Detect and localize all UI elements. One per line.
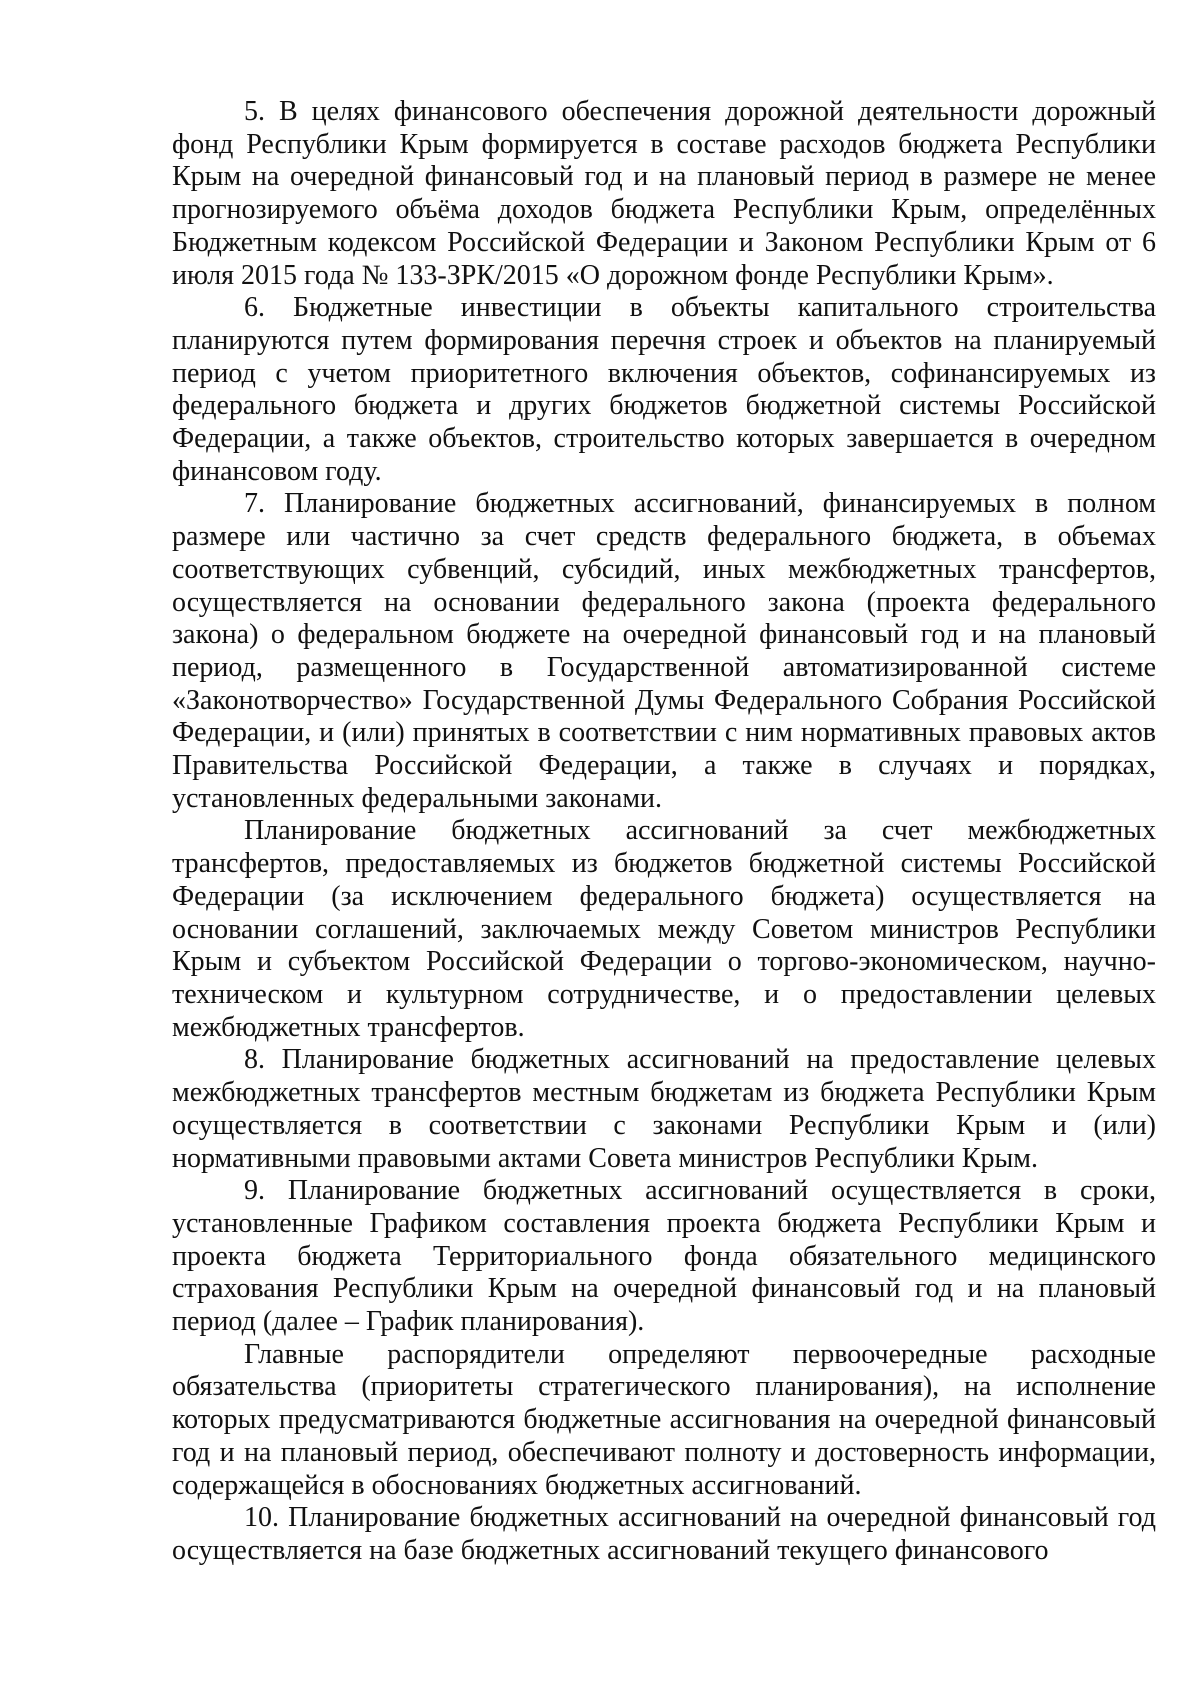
paragraph-10: 10. Планирование бюджетных ассигнований на очередной финансовый год осуществляется на базе бюджетных ассигнований текущего финансового [172,1502,1156,1566]
paragraph-7-continued: Планирование бюджетных ассигнований за счет межбюджетных трансфертов, предоставляемых из бюджетов бюджетной системы Российской Федерации (за исключением федерального бюджета) осуществляется на основании соглашений, заключаемых между Советом министров Республики Крым и субъектом Российской Федерации о торгово-экономическом, научно-техническом и культурном сотрудничестве, и о предоставлении целевых межбюджетных трансфертов. [172,815,1156,1043]
document-page [172,96,1156,1568]
paragraph-6: 6. Бюджетные инвестиции в объекты капитального строительства планируются путем формирования перечня строек и объектов на планируемый период с учетом приоритетного включения объектов, софинансируемых из федерального бюджета и других бюджетов бюджетной системы Российской Федерации, а также объектов, строительство которых завершается в очередном финансовом году. [172,292,1156,487]
paragraph-8: 8. Планирование бюджетных ассигнований на предоставление целевых межбюджетных трансфертов местным бюджетам из бюджета Республики Крым осуществляется в соответствии с законами Республики Крым и (или) нормативными правовыми актами Совета министров Республики Крым. [172,1044,1156,1174]
paragraph-9-continued: Главные распорядители определяют первоочередные расходные обязательства (приоритеты стратегического планирования), на исполнение которых предусматриваются бюджетные ассигнования на очередной финансовый год и на плановый период, обеспечивают полноту и достоверность информации, содержащейся в обоснованиях бюджетных ассигнований. [172,1338,1156,1501]
paragraph-5: 5. В целях финансового обеспечения дорожной деятельности дорожный фонд Республики Крым формируется в составе расходов бюджета Республики Крым на очередной финансовый год и на плановый период в размере не менее прогнозируемого объёма доходов бюджета Республики Крым, определённых Бюджетным кодексом Российской Федерации и Законом Республики Крым от 6 июля 2015 года № 133-ЗРК/2015 «О дорожном фонде Республики Крым». [172,96,1156,291]
paragraph-7: 7. Планирование бюджетных ассигнований, финансируемых в полном размере или частично за счет средств федерального бюджета, в объемах соответствующих субвенций, субсидий, иных межбюджетных трансфертов, осуществляется на основании федерального закона (проекта федерального закона) о федеральном бюджете на очередной финансовый год и на плановый период, размещенного в Государственной автоматизированной системе «Законотворчество» Государственной Думы Федерального Собрания Российской Федерации, и (или) принятых в соответствии с ним нормативных правовых актов Правительства Российской Федерации, а также в случаях и порядках, установленных федеральными законами. [172,488,1156,814]
paragraph-9: 9. Планирование бюджетных ассигнований осуществляется в сроки, установленные Графиком составления проекта бюджета Республики Крым и проекта бюджета Территориального фонда обязательного медицинского страхования Республики Крым на очередной финансовый год и на плановый период (далее – График планирования). [172,1175,1156,1338]
